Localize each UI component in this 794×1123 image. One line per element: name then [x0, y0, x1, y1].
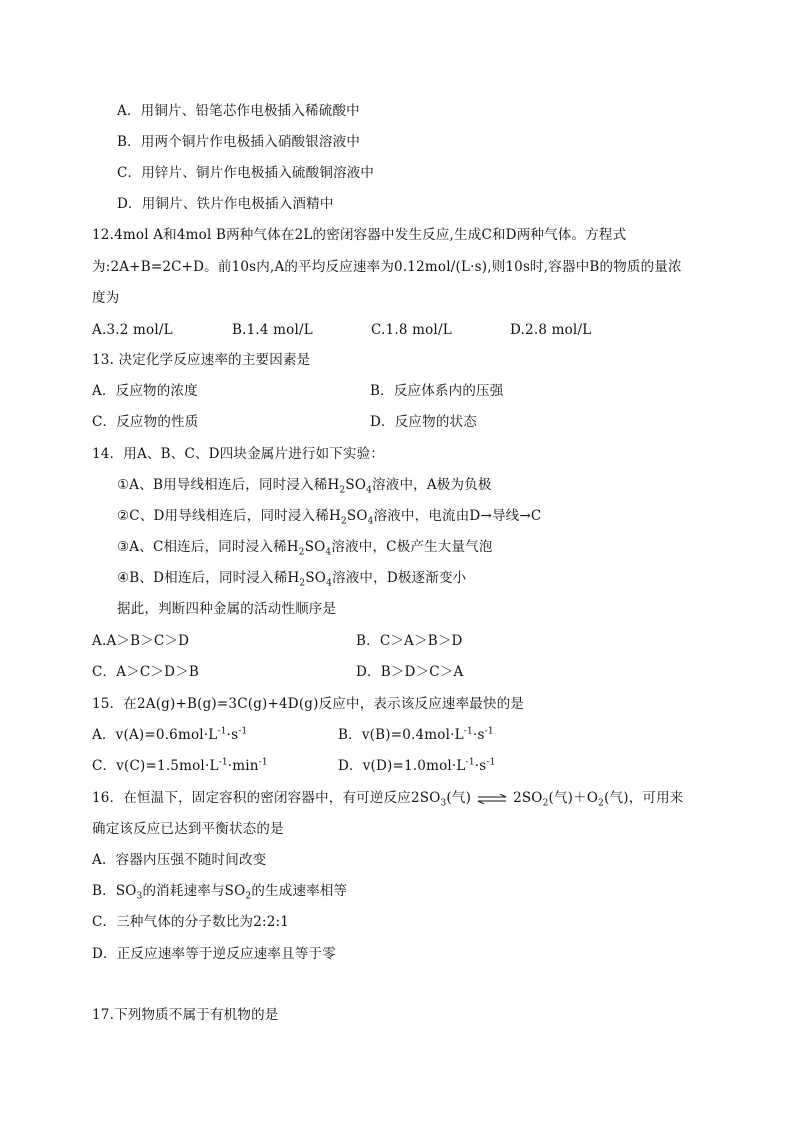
q15-option-c: C．$v(C)=1.5mol\cdot L^{-1}\cdot\min^{-1}$: [92, 757, 268, 774]
q13-option-b: B．反应体系内的压强: [370, 383, 504, 399]
q12-option-d: D.2.8 mol/L: [510, 322, 592, 338]
q12-option-b: B.1.4 mol/L: [232, 322, 313, 338]
q14-experiment-3: ③A、C相连后，同时浸入稀$H_2SO_4$溶液中，C极产生大量气泡: [117, 539, 493, 558]
q12-stem-line2: 为:2A+B=2C+D。前10s内,A的平均反应速率为0.12mol/(L·s),则10s时,容器中B的物质的量浓: [92, 259, 682, 275]
q16-option-b: B．$SO_3$的消耗速率与$SO_2$的生成速率相等: [92, 883, 348, 902]
q16-option-a: A．容器内压强不随时间改变: [92, 852, 267, 868]
q14-stem: 14．用A、B、C、D四块金属片进行如下实验：: [92, 446, 385, 462]
q13-option-c: C．反应物的性质: [92, 414, 199, 430]
q14-experiment-1: ①A、B用导线相连后，同时浸入稀$H_2SO_4$溶液中，A极为负极: [117, 477, 492, 496]
q15-option-a: A．$v(A)=0.6mol\cdot L^{-1}\cdot s^{-1}$: [92, 726, 248, 743]
q17-stem: 17.下列物质不属于有机物的是: [92, 1007, 279, 1023]
q11-option-c: C．用锌片、铜片作电极插入硫酸铜溶液中: [117, 165, 375, 181]
q13-option-d: D．反应物的状态: [370, 414, 477, 430]
q16-option-d: D．正反应速率等于逆反应速率且等于零: [92, 946, 336, 962]
q14-option-c: C．A＞C＞D＞B: [92, 664, 199, 680]
q14-experiment-4: ④B、D相连后，同时浸入稀$H_2SO_4$溶液中，D极逐渐变小: [117, 570, 467, 589]
q11-option-d: D．用铜片、铁片作电极插入酒精中: [117, 196, 334, 212]
q12-stem-line3: 度为: [92, 290, 120, 306]
q14-option-d: D．B＞D＞C＞A: [356, 664, 464, 680]
q15-stem: 15．在2A(g)+B(g)=3C(g)+4D(g)反应中，表示该反应速率最快的是: [92, 696, 525, 712]
q11-option-a: A．用铜片、铅笔芯作电极插入稀硫酸中: [117, 103, 360, 119]
q16-option-c: C．三种气体的分子数比为2:2:1: [92, 914, 290, 930]
q12-option-a: A.3.2 mol/L: [92, 322, 173, 338]
reversible-arrow-icon: [477, 794, 507, 804]
q16-stem-line2: 确定该反应已达到平衡状态的是: [92, 821, 284, 837]
q13-stem: 13. 决定化学反应速率的主要因素是: [92, 352, 311, 368]
q14-option-b: B．C＞A＞B＞D: [356, 633, 463, 649]
q15-option-d: D．$v(D)=1.0mol\cdot L^{-1}\cdot s^{-1}$: [338, 757, 496, 774]
q12-option-c: C.1.8 mol/L: [371, 322, 452, 338]
q14-experiment-2: ②C、D用导线相连后，同时浸入稀$H_2SO_4$溶液中，电流由D→导线→C: [117, 508, 542, 527]
q15-option-b: B．$v(B)=0.4mol\cdot L^{-1}\cdot s^{-1}$: [338, 726, 494, 743]
q16-stem-line1: 16．在恒温下，固定容积的密闭容器中，有可逆反应$2SO_3$(气) $2SO_2$(气)$+O_2$(气)，可用来: [92, 790, 684, 809]
q14-conclusion: 据此，判断四种金属的活动性顺序是: [117, 601, 337, 617]
q11-option-b: B．用两个铜片作电极插入硝酸银溶液中: [117, 134, 361, 150]
q14-option-a: A.A＞B＞C＞D: [92, 633, 190, 649]
q12-stem-line1: 12.4mol A和4mol B两种气体在2L的密闭容器中发生反应,生成C和D两种气体。方程式: [92, 227, 627, 243]
q13-option-a: A．反应物的浓度: [92, 383, 198, 399]
